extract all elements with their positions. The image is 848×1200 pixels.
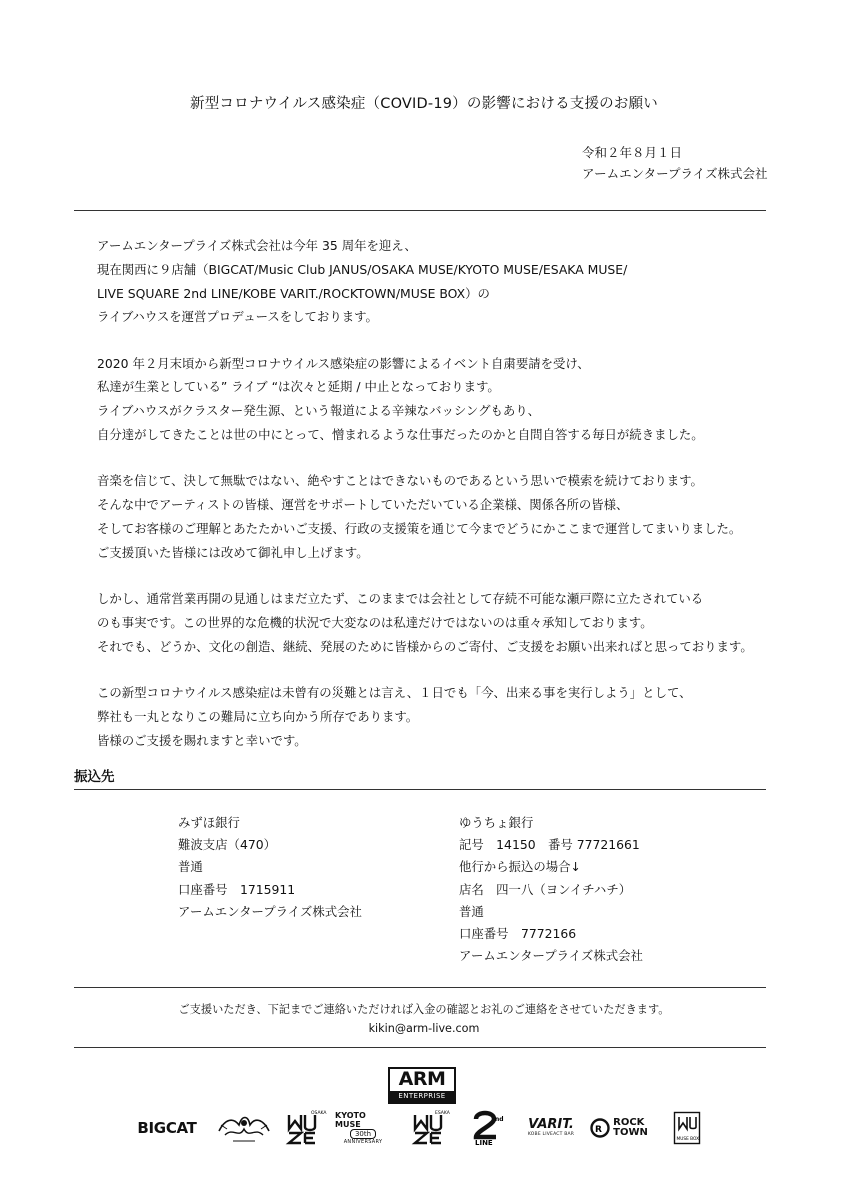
- bank-detail-line: みずほ銀行: [178, 815, 240, 830]
- letter-line: しかし、通常営業再開の見通しはまだ立たず、このままでは会社として存続不可能な瀬戸際に立たされている: [97, 591, 704, 607]
- esaka-muse-logo: [406, 1108, 450, 1148]
- letter-line: ご支援頂いた皆様には改めて御礼申し上げます。: [97, 544, 369, 560]
- osaka-muse-logo: [280, 1108, 327, 1148]
- svg-text:nd: nd: [495, 1116, 504, 1123]
- letter-paragraph: [97, 587, 777, 658]
- rocktown-line-2: TOWN: [613, 1127, 648, 1138]
- bank-detail-line: 普通: [178, 859, 203, 875]
- letter-line: そんな中でアーティストの皆様、運営をサポートしていただいている企業様、関係各所の皆様、: [97, 497, 629, 513]
- varit-logo-subtext: KOBE LIVEACT BAR: [527, 1132, 575, 1137]
- musebox-logo: [672, 1108, 702, 1148]
- bank-detail-line: 他行から振込の場合↓: [459, 859, 581, 875]
- kyoto-muse-anniversary: ANNIVERSARY: [343, 1139, 383, 1145]
- arm-enterprise-logo: [388, 1067, 456, 1104]
- letter-line: 2020 年２月末頃から新型コロナウイルス感染症の影響によるイベント自粛要請を受け、: [97, 355, 590, 371]
- contact-email[interactable]: kikin@arm-live.com: [368, 1022, 480, 1035]
- letter-paragraph: [97, 681, 777, 752]
- bank-detail-line: 難波支店（470）: [178, 837, 276, 853]
- bank-mizuho: [178, 812, 362, 923]
- kyoto-muse-30th: 30th: [350, 1129, 376, 1139]
- letter-line: LIVE SQUARE 2nd LINE/KOBE VARIT./ROCKTOWN/MUSE BOX）の: [97, 285, 490, 301]
- letter-line: アームエンタープライズ株式会社は今年 35 周年を迎え、: [97, 238, 417, 253]
- issue-date: 令和２年８月１日: [582, 145, 683, 160]
- svg-text:ESAKA: ESAKA: [435, 1111, 450, 1116]
- svg-text:LINE: LINE: [475, 1139, 493, 1147]
- letter-body: [97, 234, 777, 775]
- letter-line: 音楽を信じて、決して無駄ではない、絶やすことはできないものであるという思いで模索を続けております。: [97, 473, 703, 489]
- 2nd-line-logo: [466, 1108, 510, 1148]
- bank-detail-line: 店名 四一八（ヨンイチハチ）: [459, 881, 632, 897]
- issuer-company: アームエンタープライズ株式会社: [582, 166, 768, 181]
- bank-detail-line: アームエンタープライズ株式会社: [178, 903, 362, 919]
- svg-text:OSAKA: OSAKA: [311, 1111, 327, 1116]
- letter-line: 自分達がしてきたことは世の中にとって、憎まれるような仕事だったのかと自問自答する毎日が続きました。: [97, 427, 704, 443]
- varit-logo-text: VARIT.: [528, 1117, 574, 1132]
- issuer-block: [582, 142, 768, 184]
- divider-top: [74, 210, 766, 211]
- letter-line: それでも、どうか、文化の創造、継続、発展のために皆様からのご寄付、ご支援をお願い出来ればと思っております。: [97, 638, 753, 654]
- bank-detail-line: 普通: [459, 903, 484, 919]
- letter-line: ライブハウスがクラスター発生源、という報道による辛辣なバッシングもあり、: [97, 403, 541, 419]
- letter-line: 私達が生業としている” ライブ “は次々と延期 / 中止となっております。: [97, 379, 500, 395]
- bank-detail-line: 口座番号 7772166: [459, 926, 577, 942]
- bank-detail-line: ゆうちょ銀行: [459, 815, 534, 830]
- letter-paragraph: [97, 469, 777, 564]
- bank-detail-line: 記号 14150 番号 77721661: [459, 837, 640, 853]
- letter-line: ライブハウスを運営プロデュースをしております。: [97, 309, 378, 325]
- bank-detail-line: アームエンタープライズ株式会社: [459, 948, 643, 964]
- arm-logo-subtext: ENTERPRISE: [390, 1091, 454, 1102]
- page-title: 新型コロナウイルス感染症（COVID-19）の影響における支援のお願い: [190, 96, 658, 112]
- bigcat-logo: BIGCAT: [137, 1119, 197, 1137]
- letter-line: 皆様のご支援を賜れますと幸いです。: [97, 732, 307, 748]
- kyoto-muse-title: KYOTO MUSE: [335, 1111, 366, 1129]
- transfer-heading: 振込先: [74, 769, 115, 785]
- arm-logo-text: ARM: [398, 1068, 446, 1090]
- contact-note: ご支援いただき、下記までご連絡いただければ入金の確認とお礼のご連絡をさせていただきます。: [178, 1003, 670, 1016]
- letter-line: そしてお客様のご理解とあたたかいご支援、行政の支援策を通じて今までどうにかここまで運営してまいりました。: [97, 520, 742, 536]
- letter-paragraph: [97, 234, 777, 329]
- divider-transfer: [74, 789, 766, 790]
- musebox-logo-text: MUSE BOX: [676, 1137, 700, 1142]
- letter-line: この新型コロナウイルス感染症は未曾有の災難とは言え、１日でも「今、出来る事を実行しよう」として、: [97, 684, 692, 700]
- rocktown-logo: [588, 1108, 650, 1148]
- varit-logo: [526, 1108, 576, 1148]
- letter-line: のも事実です。この世界的な危機的状況で大変なのは私達だけではないのは重々承知しております。: [97, 614, 653, 630]
- letter-paragraph: [97, 352, 777, 447]
- venue-logos: [130, 1108, 712, 1148]
- divider-contact-bottom: [74, 1047, 766, 1048]
- divider-contact-top: [74, 987, 766, 988]
- letter-line: 現在関西に９店舗（BIGCAT/Music Club JANUS/OSAKA MUSE/KYOTO MUSE/ESAKA MUSE/: [97, 261, 628, 277]
- bank-yucho: [459, 812, 643, 967]
- letter-line: 弊社も一丸となりこの難局に立ち向かう所存であります。: [97, 708, 419, 724]
- rocktown-line-1: ROCK: [613, 1117, 645, 1128]
- janus-logo: [214, 1108, 274, 1148]
- kyoto-muse-logo: [335, 1108, 391, 1148]
- bank-detail-line: 口座番号 1715911: [178, 881, 296, 897]
- svg-text:R: R: [595, 1125, 603, 1135]
